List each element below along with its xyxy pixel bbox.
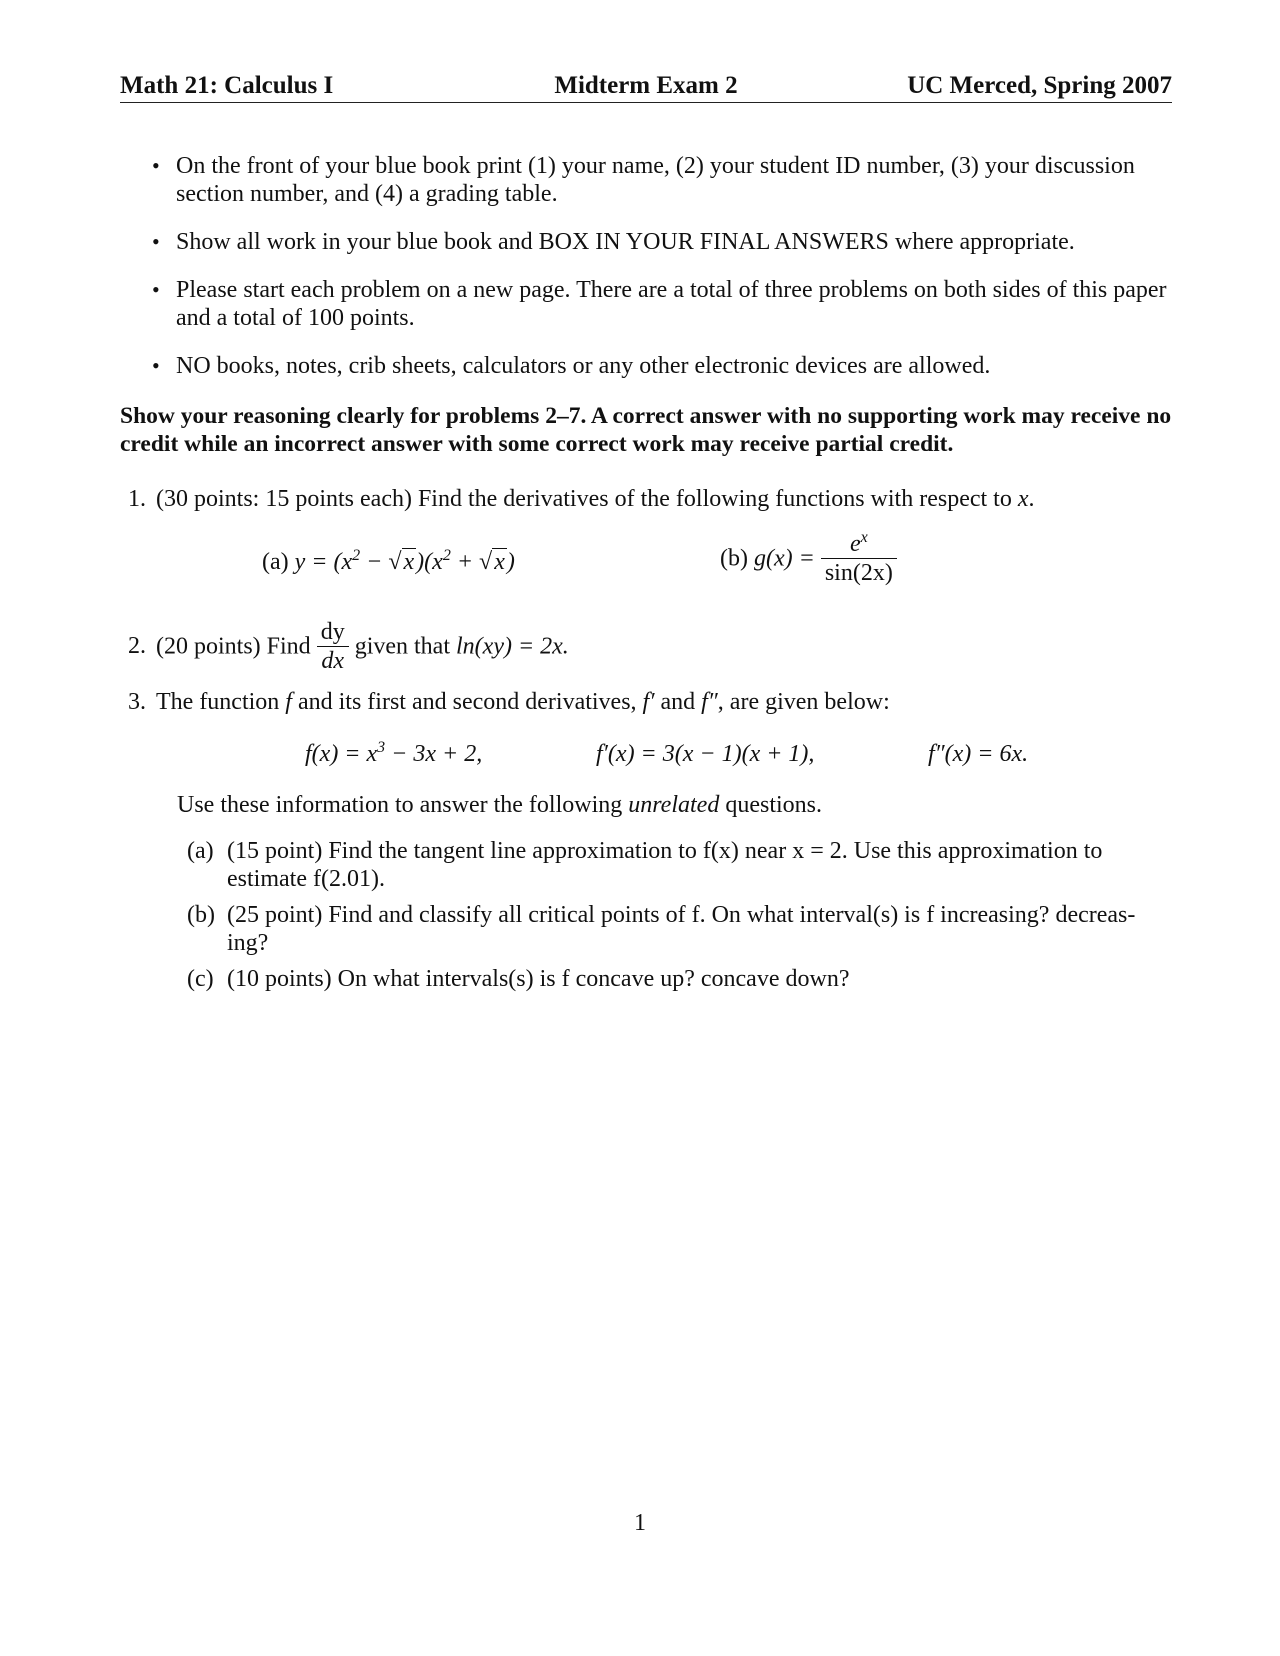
fraction: $\frac{e^x}{\sin(2x)}$ (821, 530, 897, 587)
equation-f-prime: f′(x) = 3(x − 1)(x + 1), (596, 741, 815, 767)
problem-1-text: (30 points: 15 points each) Find the derivatives of the following functions with respect to x. (156, 486, 1035, 512)
bullet-icon: • (152, 229, 160, 254)
problem-number: 1. (128, 486, 146, 512)
instruction-item: • Show all work in your blue book and BOX IN YOUR FINAL ANSWERS where appropriate. (152, 229, 1075, 255)
page-header (120, 70, 1172, 103)
problem-1b: (b) g(x) = $\frac{e^x}{\sin(2x)}$ (720, 530, 897, 587)
instruction-item: • On the front of your blue book print (1) your name, (2) your student ID number, (3) your discussion section number, and (4) a grading table. (152, 153, 1135, 207)
exam-title: Midterm Exam 2 (554, 72, 738, 99)
bullet-icon: • (152, 353, 160, 378)
bullet-icon: • (152, 153, 160, 178)
page-number: 1 (634, 1510, 646, 1536)
equation-f-double-prime: f″(x) = 6x. (928, 741, 1029, 767)
course-title: Math 21: Calculus I (120, 72, 334, 99)
reasoning-note: Show your reasoning clearly for problems 2–7. A correct answer with no supporting work may receive no credit while an incorrect answer with some correct work may receive partial credit. (120, 403, 1172, 457)
instruction-item: • Please start each problem on a new page. There are a total of three problems on both sides of this paper and a total of 100 points. (152, 277, 1167, 331)
instructions-list (150, 152, 1172, 400)
problem-number: 2. (128, 633, 146, 659)
derivative-fraction: $\frac{dy}{dx}$ (317, 618, 349, 675)
exam-page: Math 21: Calculus I Midterm Exam 2 UC Merced, Spring 2007 • On the front of your blue book print (1) your name, (2) your student ID number, (3) your discussion section number, and (4) a grading table. • Show all work in your blue book and BOX IN YOUR FINAL ANSWERS where appropriate. • Please start each problem on a new page. There are a total of three problems on both sides of this paper and a total of 100 points. • NO books, notes, crib sheets, calculators or any other electronic devices are allowed. Show your reasoning clearly for problems 2–7. A correct answer with no supporting work may receive no credit while an incorrect answer with some correct work may receive partial credit. 1. (30 points: 15 points each) Find the derivatives of the following functions with respect to x. (a) $y = (x^2 - √x)(x^2 + √x)$ (b) g(x) = $\frac{e^x}{\sin(2x)}$ 2. (20 points) Find $\frac{dy}{dx}$ given that ln(xy) = 2x. 3. The function f and its first and second derivatives, f′ and f″, are given below: $f(x) = x^3 - 3x + 2$, f′(x) = 3(x − 1)(x + 1), f″(x) = 6x. Use these information to answer the following unrelated questions. (a) (15 point) Find the tangent line approximation to f(x) near x = 2. Use this approximation to estimate f(2.01). (b) (25 point) Find and classify all critical points of f. On what interval(s) is f increasing? decreas- ing? (c) (10 points) On what intervals(s) is f concave up? concave down? 1 (0, 0, 1280, 1656)
equation-f: $f(x) = x^3 - 3x + 2$, (305, 739, 483, 767)
bullet-icon: • (152, 277, 160, 302)
problem-1a: (a) $y = (x^2 - √x)(x^2 + √x)$ (262, 547, 515, 575)
problem-3-instructions: Use these information to answer the following unrelated questions. (177, 792, 822, 818)
institution-term: UC Merced, Spring 2007 (907, 72, 1172, 99)
instruction-item: • NO books, notes, crib sheets, calculators or any other electronic devices are allowed. (152, 353, 991, 379)
problem-number: 3. (128, 689, 146, 715)
